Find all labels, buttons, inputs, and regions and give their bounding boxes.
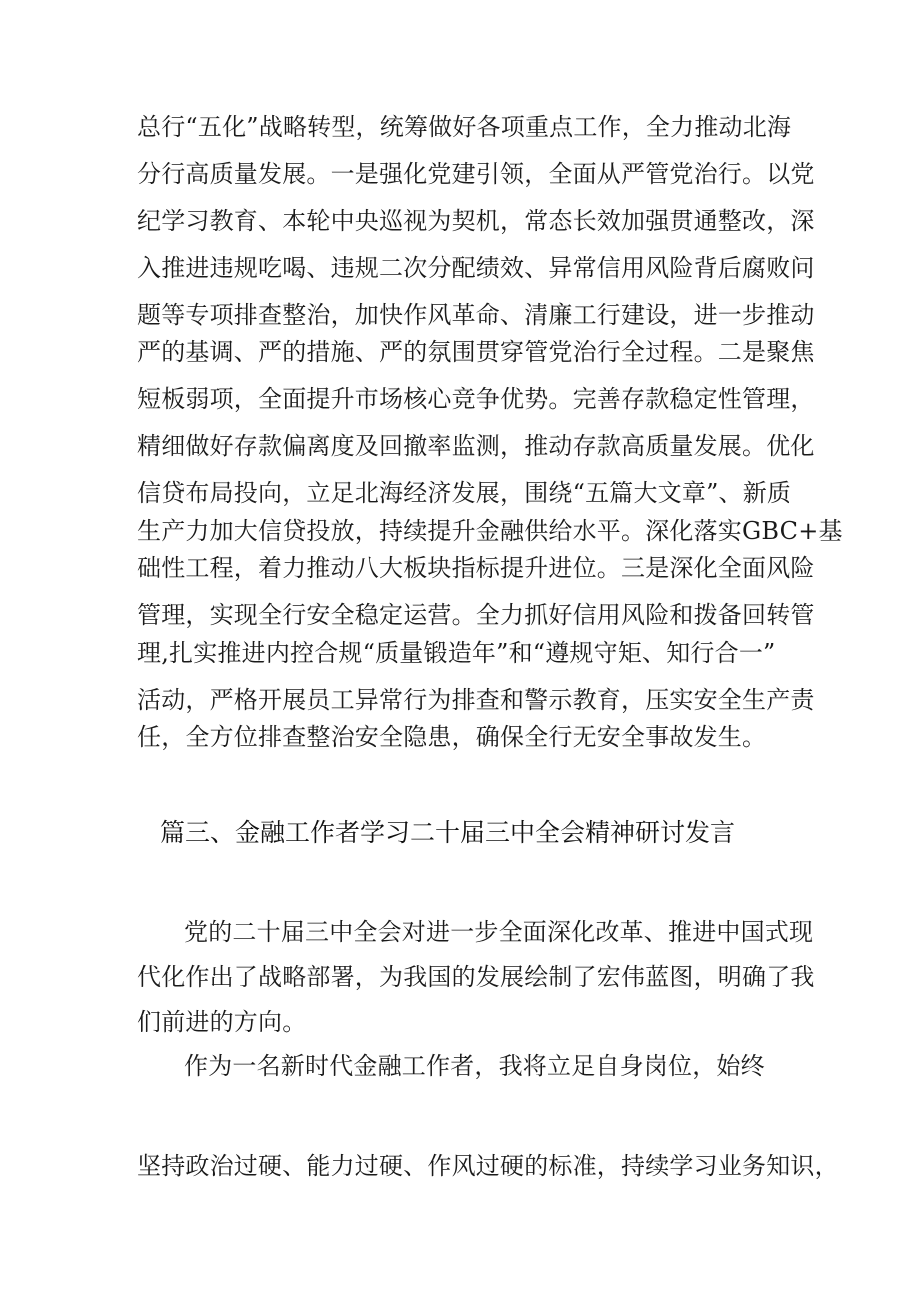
text-line: 总行“五化”战略转型，统筹做好各项重点工作，全力推动北海 [137,113,792,141]
text-line: 作为一名新时代金融工作者，我将立足自身岗位，始终 [184,1052,765,1080]
text-line: 纪学习教育、本轮中央巡视为契机，常态长效加强贯通整改，深 [137,207,815,235]
text-line: 管理，实现全行安全稳定运营。全力抓好信用风险和拨备回转管 [137,601,815,629]
text-line: 党的二十届三中全会对进一步全面深化改革、推进中国式现 [184,918,814,946]
text-line: 严的基调、严的措施、严的氛围贯穿管党治行全过程。二是聚焦 [137,338,815,366]
text-line: 理,扎实推进内控合规“质量锻造年”和“遵规守矩、知行合一” [137,639,776,667]
text-line: 们前进的方向。 [137,1008,307,1036]
text-line: 任，全方位排查整治安全隐患，确保全行无安全事故发生。 [137,723,767,751]
text-line: 活动，严格开展员工异常行为排查和警示教育，压实安全生产责 [137,686,815,714]
text-line: 分行高质量发展。一是强化党建引领，全面从严管党治行。以党 [137,160,815,188]
text-line: 精细做好存款偏离度及回撤率监测，推动存款高质量发展。优化 [137,432,815,460]
text-line: 题等专项排查整治，加快作风革命、清廉工行建设，进一步推动 [137,301,815,329]
text-line: 短板弱项，全面提升市场核心竞争优势。完善存款稳定性管理， [137,385,815,413]
text-line: 坚持政治过硬、能力过硬、作风过硬的标准，持续学习业务知识， [137,1152,839,1180]
text-line: 生产力加大信贷投放，持续提升金融供给水平。深化落实GBC+基 [137,517,843,545]
text-line: 础性工程，着力推动八大板块指标提升进位。三是深化全面风险 [137,554,815,582]
text-line: 入推进违规吃喝、违规二次分配绩效、异常信用风险背后腐败问 [137,254,815,282]
text-line: 代化作出了战略部署，为我国的发展绘制了宏伟蓝图，明确了我 [137,963,815,991]
text-line: 信贷布局投向，立足北海经济发展，围绕“五篇大文章”、新质 [137,479,792,507]
section-heading: 篇三、金融工作者学习二十届三中全会精神研讨发言 [160,818,736,847]
